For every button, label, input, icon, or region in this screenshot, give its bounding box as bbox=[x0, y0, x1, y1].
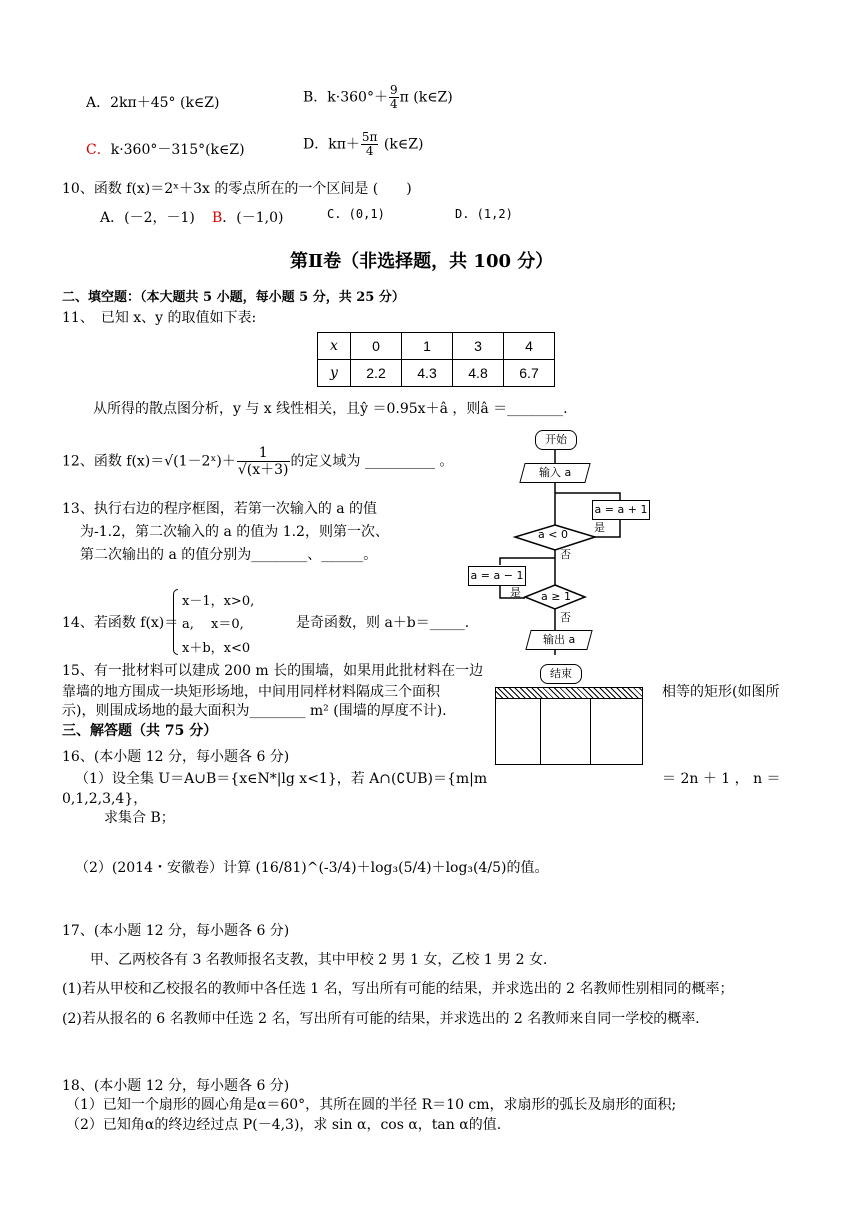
flowchart-yes2: 是 bbox=[510, 586, 521, 599]
q17-line2: (1)若从甲校和乙校报名的教师中各任选 1 名，写出所有可能的结果，并求选出的 2 名教师性别相同的概率； bbox=[62, 981, 734, 997]
q18-line1: （1）已知一个扇形的圆心角是α＝60°，其所在圆的半径 R＝10 cm，求扇形的弧长及扇形的面积; bbox=[66, 1097, 677, 1113]
q16-p1a: （1）设全集 U＝A∪B＝{x∈N*|lg x<1}，若 A∩(∁UB)＝{m|m bbox=[75, 771, 488, 787]
table-cell: 6.7 bbox=[504, 360, 555, 387]
table-row bbox=[318, 333, 555, 360]
table-cell: 1 bbox=[402, 333, 453, 360]
q13-line1: 13、执行右边的程序框图，若第一次输入的 a 的值 bbox=[62, 501, 378, 517]
flowchart-end: 结束 bbox=[540, 664, 582, 684]
q14-pre: 14、若函数 f(x)＝ bbox=[62, 615, 179, 631]
q17-line1: 甲、乙两校各有 3 名教师报名支教，其中甲校 2 男 1 女，乙校 1 男 2 女． bbox=[90, 952, 558, 968]
q9-option-a: A．2kπ＋45° (k∈Z) bbox=[86, 95, 220, 111]
q16-p1c: 0,1,2,3,4}， bbox=[62, 791, 148, 807]
brace bbox=[173, 589, 178, 655]
q18-line2: （2）已知角α的终边经过点 P(－4,3)，求 sin α，cos α，tan α的值. bbox=[66, 1117, 502, 1133]
flowchart-no2: 否 bbox=[560, 611, 571, 624]
q10-option-a: A．(－2，－1) bbox=[100, 210, 195, 226]
fill-heading: 二、填空题：（本大题共 5 小题，每小题 5 分，共 25 分） bbox=[62, 290, 405, 305]
q14-post: 是奇函数，则 a＋b＝_____. bbox=[296, 615, 470, 631]
flowchart-cond1: a < 0 bbox=[538, 528, 568, 541]
q10-option-d: D. (1,2) bbox=[455, 207, 513, 221]
q15-line2b: 相等的矩形(如图所 bbox=[662, 684, 780, 700]
q16-p1b: ＝ 2n ＋ 1 ， n ＝ bbox=[662, 771, 781, 787]
field-diagram bbox=[495, 698, 643, 765]
q11-table bbox=[317, 332, 555, 387]
q9-option-b: B．k·360°＋ $\frac{9}{4}$ π (k∈Z) bbox=[303, 83, 453, 111]
flowchart-output: 输出 a bbox=[525, 630, 592, 650]
q11-stem: 11、 已知 x、y 的取值如下表: bbox=[62, 310, 257, 326]
q9-option-d: D．kπ＋ $\frac{5\pi}{4}$ (k∈Z) bbox=[303, 130, 424, 158]
q14-case1: x－1，x>0, bbox=[182, 594, 255, 609]
q14-case3: x＋b，x<0 bbox=[182, 641, 251, 656]
flowchart-cond2: a ≥ 1 bbox=[541, 590, 571, 603]
q15-line3: 示)，则围成场地的最大面积为________ m² (围墙的厚度不计). bbox=[62, 703, 447, 719]
q10-option-b: B．(－1,0) bbox=[212, 210, 284, 226]
table-cell: 4 bbox=[504, 333, 555, 360]
q16-p1d: 求集合 B； bbox=[104, 810, 175, 826]
solve-heading: 三、解答题（共 75 分） bbox=[62, 723, 218, 739]
q13-line2: 为-1.2，第二次输入的 a 的值为 1.2，则第一次、 bbox=[80, 524, 389, 540]
q13-line3: 第二次输出的 a 的值分别为________、______。 bbox=[80, 547, 378, 563]
flowchart-op2: a = a − 1 bbox=[468, 566, 526, 586]
q17-title: 17、(本小题 12 分，每小题各 6 分) bbox=[62, 923, 290, 939]
table-cell: 4.3 bbox=[402, 360, 453, 387]
flowchart-input: 输入 a bbox=[519, 463, 590, 483]
q16-p2: （2）(2014・安徽卷）计算 (16/81)^(-3/4)＋log₃(5/4)＋log₃(4/5)的值。 bbox=[75, 860, 549, 876]
q10-stem: 10、函数 f(x)＝2ˣ＋3x 的零点所在的一个区间是 ( ) bbox=[62, 181, 412, 197]
flowchart-yes1: 是 bbox=[594, 521, 605, 534]
q10-option-c: C. (0,1) bbox=[327, 207, 385, 221]
table-cell: 4.8 bbox=[453, 360, 504, 387]
table-cell: x bbox=[318, 333, 351, 360]
q9-option-c: C．k·360°－315°(k∈Z) bbox=[86, 142, 245, 158]
q16-title: 16、(本小题 12 分，每小题各 6 分) bbox=[62, 749, 290, 765]
table-row bbox=[318, 360, 555, 387]
q11-line: 从所得的散点图分析，y 与 x 线性相关，且ŷ ＝0.95x＋â ，则â ＝________. bbox=[93, 401, 568, 417]
table-cell: 3 bbox=[453, 333, 504, 360]
q18-title: 18、(本小题 12 分，每小题各 6 分) bbox=[62, 1078, 290, 1094]
q12: 12、函数 f(x)＝√(1－2ˣ)＋ $\frac{1}{√(x+3)}$ 的定义域为 __________ 。 bbox=[62, 445, 454, 478]
flowchart-start: 开始 bbox=[535, 430, 577, 450]
table-cell: 2.2 bbox=[351, 360, 402, 387]
q15-line2a: 靠墙的地方围成一块矩形场地，中间用同样材料隔成三个面积 bbox=[62, 684, 440, 700]
table-cell: y bbox=[318, 360, 351, 387]
q14-case2: a, x＝0, bbox=[182, 617, 244, 632]
flowchart-no1: 否 bbox=[560, 548, 571, 561]
q15-line1: 15、有一批材料可以建成 200 m 长的围墙，如果用此批材料在一边 bbox=[62, 663, 484, 679]
flowchart-op1: a = a + 1 bbox=[592, 500, 650, 520]
q17-line3: (2)若从报名的 6 名教师中任选 2 名，写出所有可能的结果，并求选出的 2 名教师来自同一学校的概率． bbox=[62, 1011, 710, 1027]
section-title: 第Ⅱ卷（非选择题，共 100 分） bbox=[290, 251, 554, 272]
table-cell: 0 bbox=[351, 333, 402, 360]
